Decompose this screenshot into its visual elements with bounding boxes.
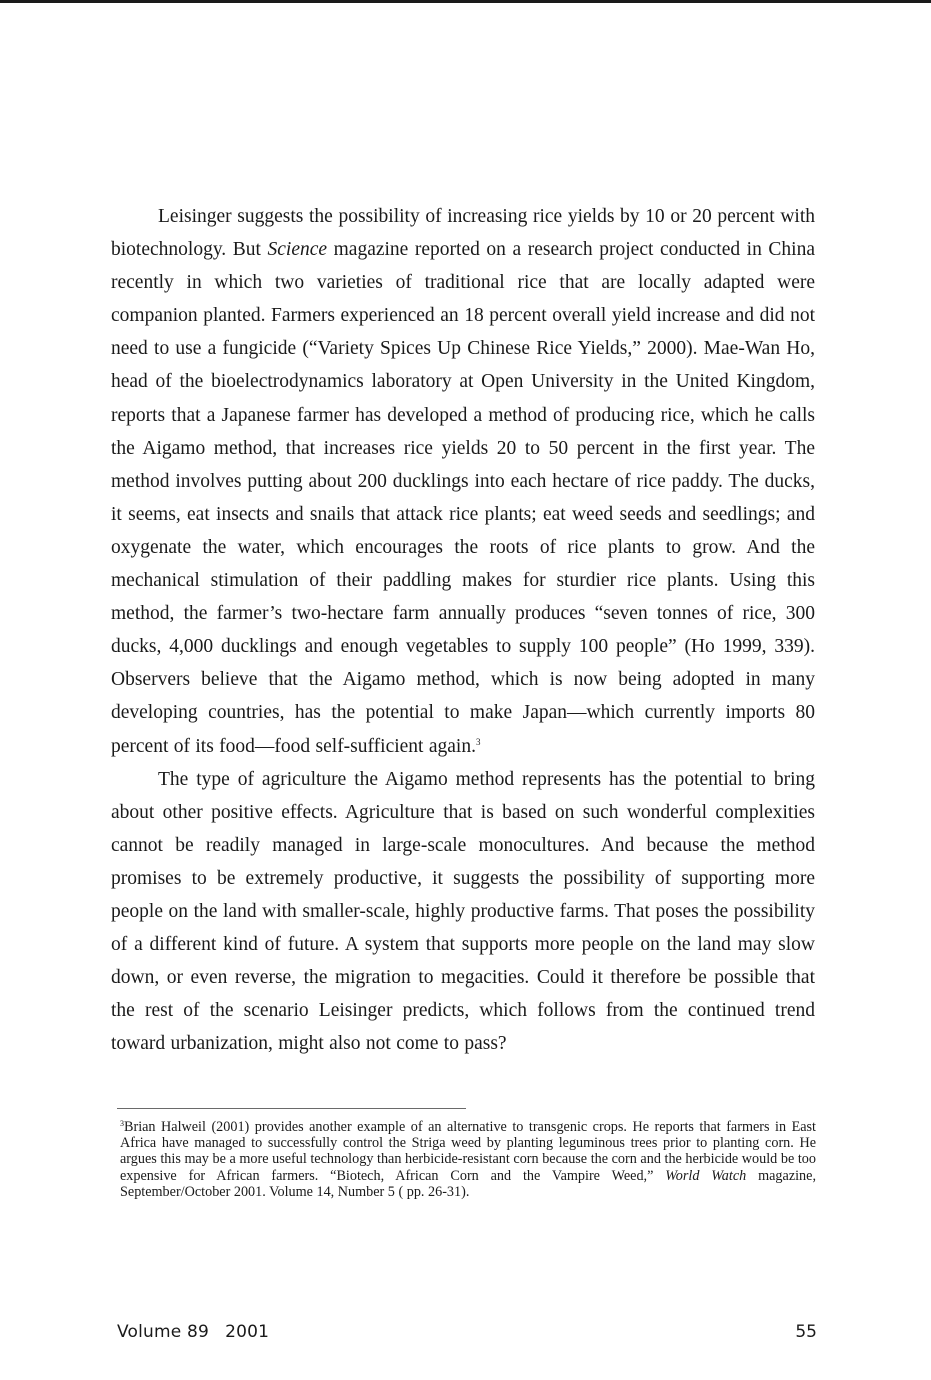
footnote	[120, 1119, 816, 1200]
paragraph-2: The type of agriculture the Aigamo method represents has the potential to bring about other positive effects. Agriculture that is based on such wonderful complexities cannot be readily managed in large-scale monocultures. And because the method promises to be extremely productive, it suggests the possibility of supporting more people on the land with smaller-scale, highly productive farms. That poses the possibility of a different kind of future. A system that supports more people on the land may slow down, or even reverse, the migration to megacities. Could it therefore be possible that the rest of the scenario Leisinger predicts, which follows from the continued trend toward urbanization, might also not come to pass?	[111, 768, 815, 1055]
paragraph-1-text-a: Leisinger suggests the possibility of increasing rice yields by 10 or 20 percent with biotechnology. But	[111, 206, 815, 261]
footnote-magazine-title: World Watch	[665, 1167, 747, 1184]
volume-label: Volume 89	[117, 1322, 210, 1342]
top-edge-rule	[0, 0, 931, 3]
footnote-text-a: Brian Halweil (2001) provides another example of an alternative to transgenic crops. He reports that farmers in East Africa have managed to successfully control the Striga weed by planting leguminous trees prior to planting corn. He argues this may be a more useful technology than herbicide-resistant corn because the corn and the herbicide would be too expensive for African farmers. “Biotech, African Corn and the Vampire Weed,”	[120, 1119, 816, 1184]
paragraph-1-text-b: magazine reported on a research project conducted in China recently in which two varieties of traditional rice that are locally adapted were companion planted. Farmers experienced an 18 percent overall yield increase and did not need to use a fungicide (“Variety Spices Up Chinese Rice Yields,” 2000). Mae-Wan Ho, head of the bioelectrodynamics laboratory at Open University in the United Kingdom, reports that a Japanese farmer has developed a method of producing rice, which he calls the Aigamo method, that increases rice yields 20 to 50 percent in the first year. The method involves putting about 200 ducklings into each hectare of rice paddy. The ducks, it seems, eat insects and snails that attack rice plants; eat weed seeds and seedlings; and oxygenate the water, which encourages the roots of rice plants to grow. And the mechanical stimulation of their paddling makes for sturdier rice plants. Using this method, the farmer’s two-hectare farm annually produces “seven tonnes of rice, 300 ducks, 4,000 ducklings and enough vegetables to supply 100 people” (Ho 1999, 339). Observers believe that the Aigamo method, which is now being adopted in many developing countries, has the potential to make Japan—which currently imports 80 percent of its food—food self-sufficient again.	[111, 239, 815, 757]
body-text	[111, 200, 815, 1060]
paragraph-1	[111, 200, 815, 763]
journal-title-science: Science	[267, 239, 328, 261]
page-number: 55	[795, 1322, 817, 1342]
footnote-reference: 3	[475, 736, 481, 747]
footnote-separator	[117, 1108, 466, 1109]
footnote-marker: 3	[120, 1119, 124, 1128]
footnote-text-b: magazine, September/October 2001. Volume 14, Number 5 ( pp. 26-31).	[120, 1167, 816, 1200]
year-label: 2001	[225, 1322, 270, 1342]
running-footer	[117, 1322, 269, 1342]
